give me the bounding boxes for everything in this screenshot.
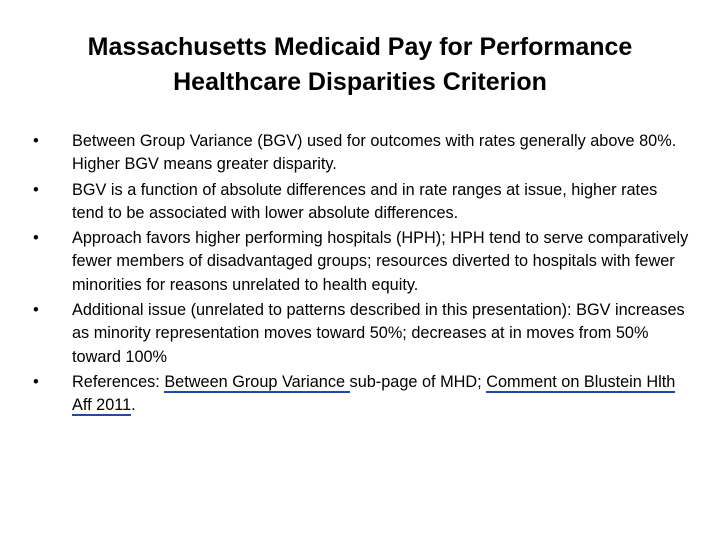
bullet-item-approach (30, 227, 690, 297)
bullet-text: Additional issue (unrelated to patterns described in this presentation): BGV increases as minority representation moves toward 50%; decreases at in moves from 50% toward 100% (72, 301, 685, 366)
slide-title (40, 30, 680, 100)
comment-on-blustein-link[interactable]: Comment on Blustein Hlth Aff 2011 (72, 372, 676, 415)
bullet-dot: • (33, 229, 39, 248)
bullet-item-references (30, 371, 690, 418)
bullet-text: BGV is a function of absolute differences and in rate ranges at issue, higher rates tend to be associated with lower absolute differences. (72, 180, 658, 222)
title-line-2: Healthcare Disparities Criterion (173, 68, 547, 96)
references-middle: sub-page of MHD; (349, 372, 487, 391)
bullet-dot: • (33, 372, 39, 391)
title-line-1: Massachusetts Medicaid Pay for Performance (87, 33, 633, 61)
bullet-dot: • (33, 301, 39, 320)
bullet-list (30, 130, 690, 420)
references-prefix: References: (72, 372, 165, 391)
references-suffix: . (131, 396, 136, 415)
bullet-item-bgv-function (30, 179, 690, 226)
bullet-text: Approach favors higher performing hospitals (HPH); HPH tend to serve comparatively fewer members of disadvantaged groups; resources diverted to hospitals with fewer minorities for reasons unrelated to health equity. (72, 229, 689, 294)
bullet-text: Between Group Variance (BGV) used for outcomes with rates generally above 80%. Higher BGV means greater disparity. (72, 132, 677, 174)
bullet-item-additional-issue (30, 299, 690, 369)
bullet-dot: • (33, 180, 39, 199)
bullet-item-bgv-definition (30, 130, 690, 177)
between-group-variance-link[interactable]: Between Group Variance (164, 372, 350, 391)
bullet-dot: • (33, 132, 39, 150)
